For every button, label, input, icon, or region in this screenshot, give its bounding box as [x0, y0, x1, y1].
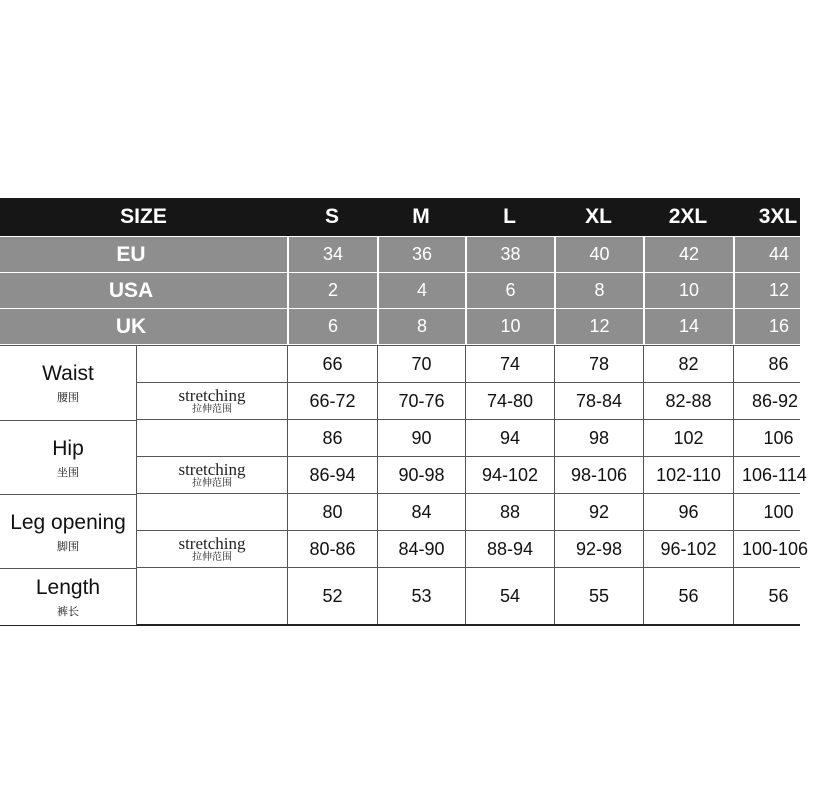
stretching-label-en: stretching: [178, 534, 246, 553]
measurement-value: 55: [554, 568, 643, 624]
stretch-value: 98-106: [554, 457, 643, 493]
measurement-value: 86: [287, 420, 377, 456]
measurement-label-cn: 腰围: [57, 391, 79, 404]
measurement-label-cn: 裤长: [57, 605, 79, 618]
stretch-value: 74-80: [465, 383, 554, 419]
size-header-xl: XL: [585, 205, 612, 228]
conversion-label: EU: [116, 242, 146, 266]
measurement-value: 106: [733, 420, 823, 456]
stretch-value: 100-106: [733, 531, 823, 567]
conversion-value: 8: [554, 273, 643, 308]
conversion-value: 12: [733, 273, 823, 308]
measurement-value: 74: [465, 346, 554, 382]
stretch-value: 90-98: [377, 457, 465, 493]
leg-opening-group-label: [0, 494, 137, 569]
measurement-value: 56: [643, 568, 733, 624]
conversion-row-uk: [0, 308, 800, 344]
conversion-value: 2: [287, 273, 377, 308]
measurement-sub-blank: [136, 420, 287, 456]
stretching-label-cn: 拉伸范围: [192, 552, 232, 563]
conversion-value: 4: [377, 273, 465, 308]
conversion-value: 14: [643, 309, 733, 344]
conversion-value: 10: [643, 273, 733, 308]
stretching-label: [136, 383, 287, 419]
stretching-label-cn: 拉伸范围: [192, 478, 232, 489]
conversion-row-eu: [0, 236, 800, 272]
measurement-sub-blank: [136, 568, 287, 624]
stretch-value: 102-110: [643, 457, 733, 493]
conversion-label: USA: [108, 278, 154, 302]
size-header-2xl: 2XL: [668, 205, 708, 228]
size-header-m: M: [412, 205, 430, 228]
stretch-value: 70-76: [377, 383, 465, 419]
measurement-value: 52: [287, 568, 377, 624]
conversion-value: 6: [465, 273, 554, 308]
measurement-value: 100: [733, 494, 823, 530]
stretch-value: 94-102: [465, 457, 554, 493]
measurement-value: 86: [733, 346, 823, 382]
length-group-label: [0, 568, 137, 625]
measurement-value: 56: [733, 568, 823, 624]
stretch-value: 106-114: [733, 457, 823, 493]
measurement-value: 80: [287, 494, 377, 530]
stretch-value: 86-94: [287, 457, 377, 493]
conversion-value: 6: [287, 309, 377, 344]
size-header-label: SIZE: [120, 205, 167, 228]
size-chart: [0, 198, 809, 626]
measurement-label: Hip: [52, 436, 84, 460]
stretch-value: 80-86: [287, 531, 377, 567]
conversion-value: 10: [465, 309, 554, 344]
conversion-value: 42: [643, 237, 733, 272]
measurement-label: Leg opening: [10, 510, 126, 534]
measurement-value: 102: [643, 420, 733, 456]
stretching-label: [136, 531, 287, 567]
stretch-value: 66-72: [287, 383, 377, 419]
stretch-value: 84-90: [377, 531, 465, 567]
conversion-value: 8: [377, 309, 465, 344]
stretch-value: 88-94: [465, 531, 554, 567]
measurement-value: 82: [643, 346, 733, 382]
conversion-value: 38: [465, 237, 554, 272]
waist-group-label: [0, 346, 137, 420]
stretch-value: 96-102: [643, 531, 733, 567]
measurement-value: 84: [377, 494, 465, 530]
conversion-value: 34: [287, 237, 377, 272]
stretching-label-en: stretching: [178, 460, 246, 479]
measurement-sub-blank: [136, 494, 287, 530]
measurement-value: 66: [287, 346, 377, 382]
conversion-value: 40: [554, 237, 643, 272]
measurement-value: 54: [465, 568, 554, 624]
conversion-value: 16: [733, 309, 823, 344]
measurement-label-cn: 脚围: [57, 540, 79, 553]
stretch-value: 82-88: [643, 383, 733, 419]
measurement-label: Waist: [42, 361, 94, 385]
measurement-value: 78: [554, 346, 643, 382]
measurement-value: 96: [643, 494, 733, 530]
measurement-value: 92: [554, 494, 643, 530]
stretch-value: 78-84: [554, 383, 643, 419]
size-header-row: [0, 198, 800, 236]
size-header-l: L: [503, 205, 516, 228]
measurement-label: Length: [35, 575, 101, 599]
measurement-value: 88: [465, 494, 554, 530]
measurement-value: 98: [554, 420, 643, 456]
stretching-label-cn: 拉伸范围: [192, 404, 232, 415]
conversion-value: 12: [554, 309, 643, 344]
measurement-value: 94: [465, 420, 554, 456]
stretching-label-en: stretching: [178, 386, 246, 405]
conversion-value: 44: [733, 237, 823, 272]
stretch-value: 92-98: [554, 531, 643, 567]
size-header-3xl: 3XL: [758, 205, 798, 228]
measurement-sub-blank: [136, 346, 287, 382]
conversion-label: UK: [115, 314, 147, 338]
measurement-value: 53: [377, 568, 465, 624]
measurement-label-cn: 坐围: [57, 466, 79, 479]
measurement-value: 70: [377, 346, 465, 382]
size-header-s: S: [324, 205, 339, 228]
stretch-value: 86-92: [733, 383, 823, 419]
conversion-row-usa: [0, 272, 800, 308]
conversion-value: 36: [377, 237, 465, 272]
stretching-label: [136, 457, 287, 493]
measurement-value: 90: [377, 420, 465, 456]
hip-group-label: [0, 420, 137, 495]
